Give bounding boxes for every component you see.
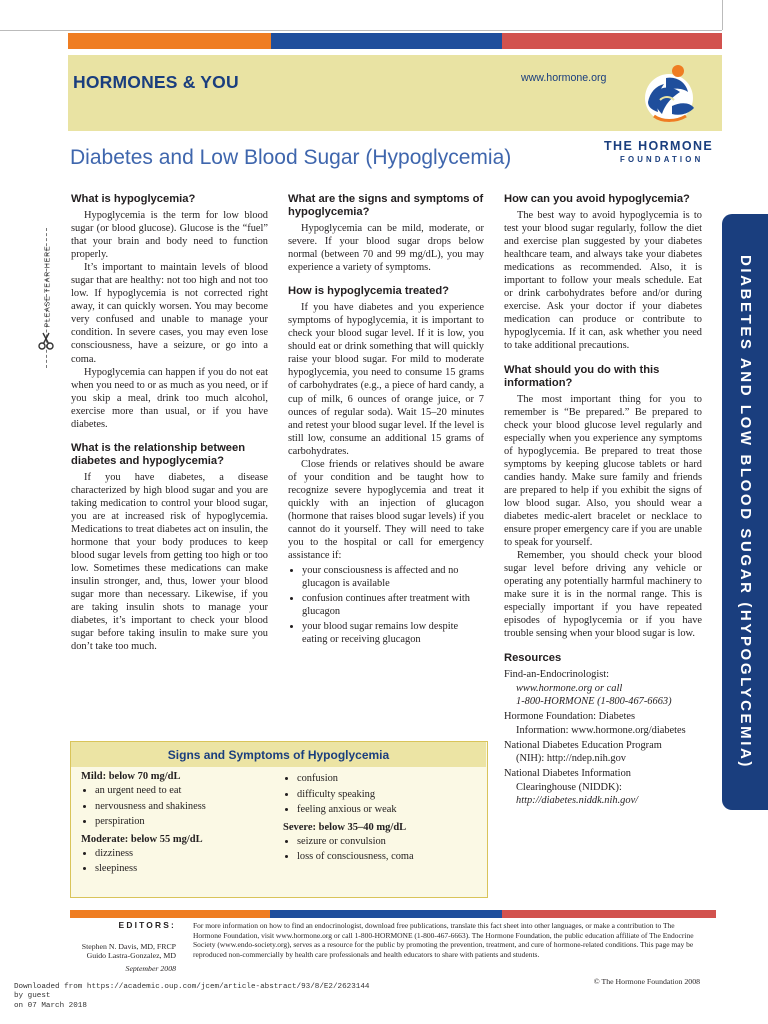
para-definition: Hypoglycemia is the term for low blood sugar (or blood glucose). Glucose is the “fuel” that your brain and body need to function properly.	[71, 210, 268, 261]
resource-label: National Diabetes Education Program	[504, 739, 662, 751]
footer-copyright: © The Hormone Foundation 2008	[593, 977, 700, 986]
resource-link[interactable]: (NIH): http://ndep.nih.gov	[516, 753, 626, 765]
org-subname: FOUNDATION	[620, 155, 704, 164]
top-trim-line	[0, 30, 722, 31]
editor-name: Guido Lastra-Gonzalez, MD	[86, 951, 176, 960]
bottom-bar-red	[502, 910, 716, 918]
heading-signs: What are the signs and symptoms of hypoglycemia?	[288, 193, 484, 218]
footer-date: September 2008	[125, 964, 176, 973]
emergency-list	[288, 564, 484, 646]
resource-link[interactable]: www.hormone.org or call	[516, 682, 623, 694]
resource-find-endo	[504, 668, 702, 708]
resource-hormone-diabetes	[504, 710, 702, 737]
list-item: • perspiration	[95, 814, 271, 830]
symptoms-left	[81, 771, 271, 881]
para-treatment: If you have diabetes and you experience symptoms of hypoglycemia, it is important to check your blood sugar level. If it is low, you should eat or drink something that will quickly raise your blood sugar. For mild to moderate hypoglycemia, you need to consume 15 grams of carbohydrates (e.g., a piece of hard candy, a cup of milk, 6 ounces of orange juice, or 7 ounces of regular soda). Wait 15–20 minutes and retest your blood sugar level. If the level is still low, consume an additional 15 grams of carbohydrates.	[288, 302, 484, 457]
list-item: • sleepiness	[95, 861, 271, 877]
resource-niddk	[504, 767, 702, 807]
resource-ndep	[504, 739, 702, 766]
top-bar-red	[502, 33, 722, 49]
para-friends: Close friends or relatives should be aware of your condition and be taught how to recognize severe hypoglycemia and treat it quickly with an injection of glucagon (hormone that raises blood sugar levels) if you cannot do it yourself. They will need to take you to the hospital or call for emergency assistance if:	[288, 458, 484, 562]
heading-what-do: What should you do with this information?	[504, 363, 660, 389]
resource-link[interactable]: http://diabetes.niddk.nih.gov/	[516, 795, 639, 807]
para-causes: Hypoglycemia can happen if you do not eat when you need to or as much as you need, or if you skip a meal, drink too much alcohol, exercise more than usual, or if you have diabetes.	[71, 366, 268, 430]
column-3	[504, 193, 702, 809]
list-item: • confusion continues after treatment with glucagon	[302, 592, 484, 618]
logo-figure-icon	[636, 62, 702, 128]
page-title: Diabetes and Low Blood Sugar (Hypoglycemia)	[70, 146, 512, 169]
heading-resources: Resources	[504, 652, 562, 665]
list-item: • your blood sugar remains low despite eating or receiving glucagon	[302, 620, 484, 646]
list-item: • your consciousness is affected and no glucagon is available	[302, 564, 484, 590]
para-avoid: The best way to avoid hypoglycemia is to test your blood sugar regularly, follow the diet and exercise plan suggested by your diabetes healthcare team, and always take your diabetes medications as recommended. Also, it is important to follow your meals schedule. Eat or drink carbohydrates before and/or during exercise. Ask your doctor if your diabetes medication can produce or contribute to hypoglycemia. If it can, ask whether you need to take additional precautions.	[504, 210, 702, 352]
resource-link[interactable]: Information: www.hormone.org/diabetes	[516, 724, 686, 736]
para-signs: Hypoglycemia can be mild, moderate, or severe. If your blood sugar drops below normal (between 70 and 99 mg/dL), you may experience a variety of symptoms.	[288, 223, 484, 274]
download-note	[14, 983, 369, 1011]
list-item: • difficulty speaking	[297, 787, 479, 803]
top-bar-orange	[68, 33, 271, 49]
download-source: Downloaded from https://academic.oup.com/jcem/article-abstract/93/8/E2/2623144	[14, 983, 370, 991]
vertical-title-text: DIABETES AND LOW BLOOD SUGAR (HYPOGLYCEMIA)	[737, 254, 754, 770]
hormone-foundation-logo	[636, 62, 702, 128]
resource-label: National Diabetes Information	[504, 768, 631, 780]
heading-treated: How is hypoglycemia treated?	[288, 285, 450, 298]
para-diabetes: If you have diabetes, a disease characterized by high blood sugar and you are taking medication to control your blood sugar, you are at increased risk of hypoglycemia. Medications to treat diabetes act on insulin, the hormone that your body produces to keep blood sugar levels from getting too high or too low. Sometimes these medications can make insulin stronger, and, thus, lower your blood sugar more than necessary. Likewise, if you are taking insulin shots to manage your diabetes, it’s important to check your blood sugar before taking insulin to make sure you don’t take too much.	[71, 471, 268, 653]
resource-label: Clearinghouse (NIDDK):	[516, 781, 622, 793]
bottom-bar-orange	[70, 910, 270, 918]
heading-what-is: What is hypoglycemia?	[71, 193, 196, 205]
top-bar-blue	[271, 33, 502, 49]
resource-label: Find-an-Endocrinologist:	[504, 669, 610, 681]
moderate-heading: Moderate: below 55 mg/dL	[81, 833, 203, 845]
scissors-icon	[38, 332, 54, 350]
column-2	[288, 193, 484, 648]
editors-label: EDITORS:	[118, 920, 176, 930]
list-item: • an urgent need to eat	[95, 783, 271, 799]
heading-avoid: How can you avoid hypoglycemia?	[504, 193, 690, 205]
symptoms-box-title: Signs and Symptoms of Hypoglycemia	[167, 748, 390, 762]
para-remember: Remember, you should check your blood sugar level before driving any vehicle or operating any potentially harmful machinery to make sure it is in the normal range. This is especially important if you have repeated episodes of hypoglycemia or if you have trouble sensing when your blood sugar is low.	[504, 550, 702, 640]
download-user: by guest	[14, 992, 51, 1001]
list-item: • seizure or convulsion	[297, 834, 479, 850]
resource-label: Hormone Foundation: Diabetes	[504, 711, 636, 723]
org-name: THE HORMONE	[604, 139, 714, 153]
para-prepared: The most important thing for you to remember is “Be prepared.” Be prepared to check your blood glucose level regularly and especially when you experience any symptoms of hypoglycemia. Be prepared to treat those symptoms by keeping glucose tablets or hard candies handy. Make sure family and friends are prepared to help if you exhibit the signs of low blood sugar. Also, you should wear a diabetes medic-alert bracelet or necklace to ensure proper emergency care if you are unable to speak for yourself.	[504, 393, 702, 549]
list-item: • dizziness	[95, 846, 271, 862]
symptoms-right	[283, 769, 479, 869]
website-url: www.hormone.org	[521, 72, 607, 84]
list-item: • loss of consciousness, coma	[297, 849, 479, 865]
symptoms-box	[70, 741, 488, 898]
severe-heading: Severe: below 35–40 mg/dL	[283, 821, 407, 833]
list-item: • nervousness and shakiness	[95, 799, 271, 815]
list-item: • feeling anxious or weak	[297, 802, 479, 818]
editor-name: Stephen N. Davis, MD, FRCP	[81, 942, 176, 951]
mild-heading: Mild: below 70 mg/dL	[81, 771, 181, 782]
bottom-bar-blue	[270, 910, 502, 918]
series-title: HORMONES & YOU	[73, 72, 239, 92]
footer-info: For more information on how to find an endocrinologist, download free publications, translate this fact sheet into other languages, or make a contribution to The Hormone Foundation, visit www.hormone.org or call 1-800-HORMONE (1-800-467-6663). The Hormone Foundation, the public education affiliate of The Endocrine Society (www.endo-society.org), serves as a resource for the public by promoting the prevention, treatment, and cure of hormone-related conditions. This page may be reproduced non-commercially by health care professionals and health educators to share with patients and students.	[193, 921, 694, 959]
list-item: • confusion	[297, 771, 479, 787]
header-band	[68, 55, 722, 131]
para-maintain: It’s important to maintain levels of blood sugar that are healthy: not too high and not too low. If hypoglycemia is not corrected right away, it can quickly worsen. You may become very confused and unable to manage your condition. In severe cases, you may even lose consciousness, have a seizure, or go into a coma.	[71, 262, 268, 365]
heading-relationship: What is the relationship between diabetes and hypoglycemia?	[71, 441, 246, 467]
top-trim-tick	[722, 0, 723, 30]
resource-phone: 1-800-HORMONE (1-800-467-6663)	[516, 696, 672, 707]
tear-here-label: PLEASE TEAR HERE	[44, 245, 52, 328]
download-date: on 07 March 2018	[14, 1001, 87, 1010]
column-1	[71, 193, 268, 653]
